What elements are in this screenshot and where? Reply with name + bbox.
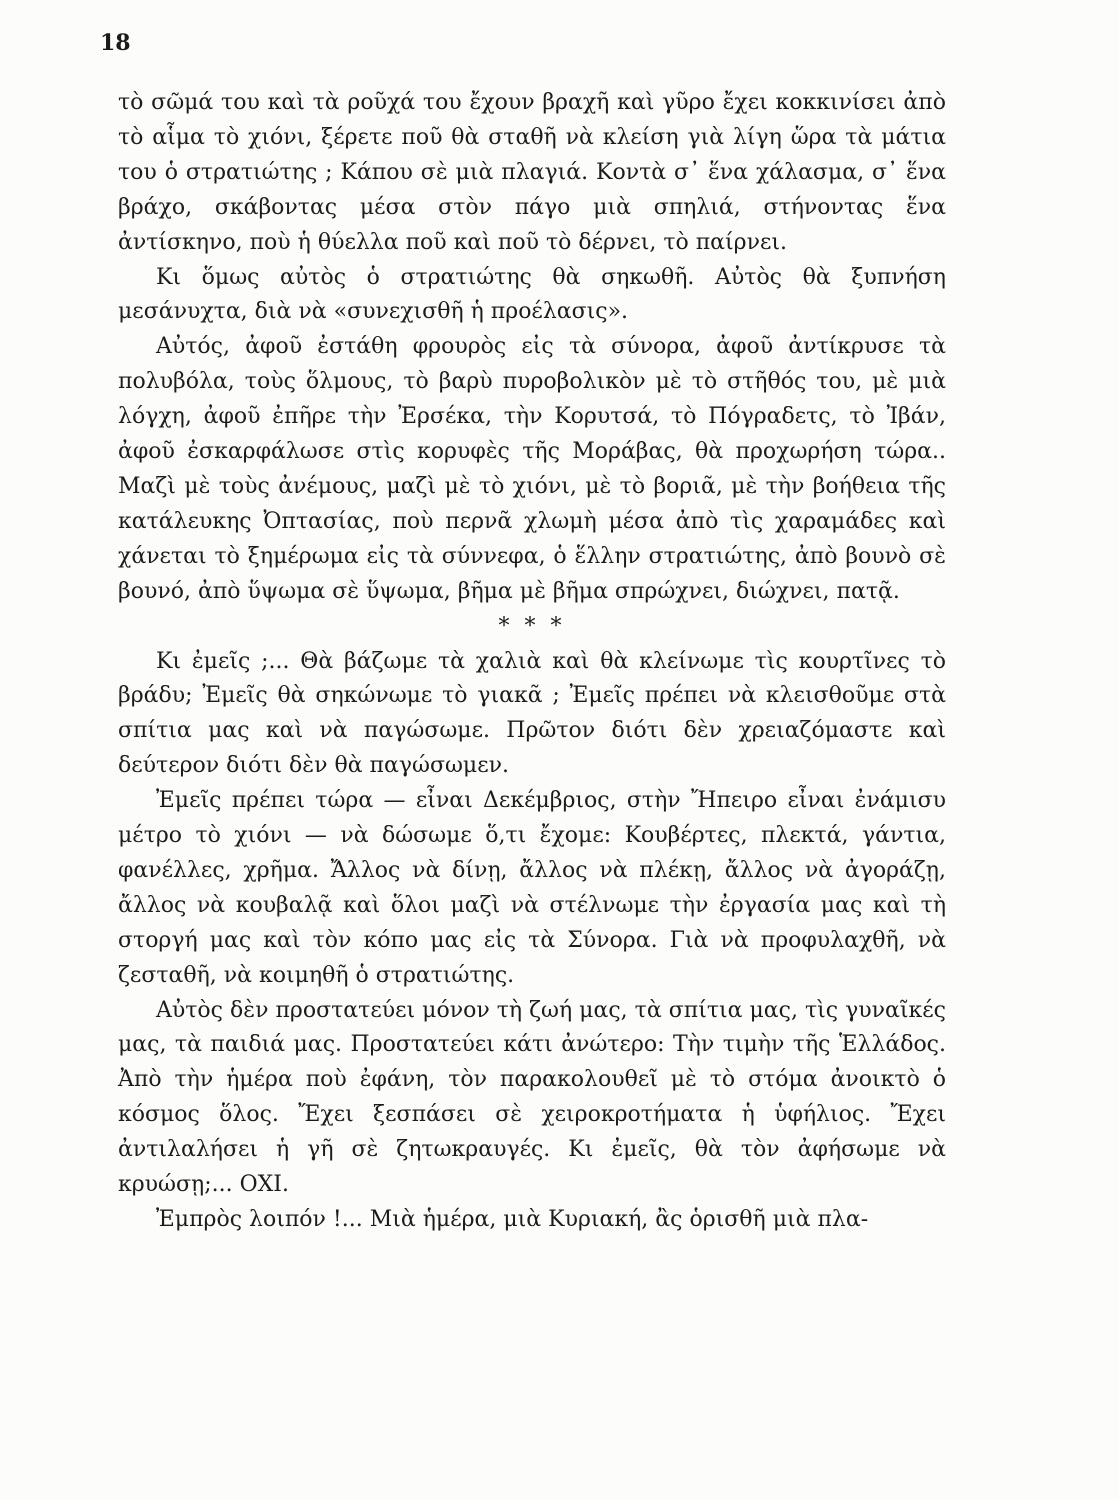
paragraph: Ἐμεῖς πρέπει τώρα — εἶναι Δεκέμβριος, στὴν Ἤπειρο εἶναι ἐνάμισυ μέτρο τὸ χιόνι — νὰ δώσωμε ὅ,τι ἔχομε: Κουβέρτες, πλεκτά, γάντια, φανέλλες, χρῆμα. Ἄλλος νὰ δίνῃ, ἄλλος νὰ πλέκῃ, ἄλλος νὰ ἀγοράζῃ, ἄλλος νὰ κουβαλᾷ καὶ ὅλοι μαζὶ νὰ στέλνωμε τὴν ἐργασία μας καὶ τὴ στοργή μας καὶ τὸν κόπο μας εἰς τὰ Σύνορα. Γιὰ νὰ προφυλαχθῆ, νὰ ζεσταθῆ, νὰ κοιμηθῆ ὁ στρατιώτης. (118, 788, 946, 988)
paragraph: Αὐτός, ἀφοῦ ἐστάθη φρουρὸς εἰς τὰ σύνορα, ἀφοῦ ἀντίκρυσε τὰ πολυβόλα, τοὺς ὅλμους, τὸ βαρὺ πυροβολικὸν μὲ τὸ στῆθός του, μὲ μιὰ λόγχη, ἀφοῦ ἐπῆρε τὴν Ἐρσέκα, τὴν Κορυτσά, τὸ Πόγραδετς, τὸ Ἰβάν, ἀφοῦ ἐσκαρφάλωσε στὶς κορυφὲς τῆς Μοράβας, θὰ προχωρήση τώρα.. Μαζὶ μὲ τοὺς ἀνέμους, μαζὶ μὲ τὸ χιόνι, μὲ τὸ βοριᾶ, μὲ τὴν βοήθεια τῆς κατάλευκης Ὀπτασίας, ποὺ περνᾶ χλωμὴ μέσα ἀπὸ τὶς χαραμάδες καὶ χάνεται τὸ ξημέρωμα εἰς τὰ σύννεφα, ὁ ἕλλην στρατιώτης, ἀπὸ βουνὸ σὲ βουνό, ἀπὸ ὕψωμα σὲ ὕψωμα, βῆμα μὲ βῆμα σπρώχνει, διώχνει, πατᾷ. (118, 334, 946, 604)
paragraph: Ἐμπρὸς λοιπόν !... Μιὰ ἡμέρα, μιὰ Κυριακή, ἂς ὁρισθῆ μιὰ πλα- (156, 1207, 869, 1232)
paragraph: Αὐτὸς δὲν προστατεύει μόνον τὴ ζωή μας, τὰ σπίτια μας, τὶς γυναῖκές μας, τὰ παιδιά μας. Προστατεύει κάτι ἀνώτερο: Τὴν τιμὴν τῆς Ἑλλάδος. Ἀπὸ τὴν ἡμέρα ποὺ ἐφάνη, τὸν παρακολουθεῖ μὲ τὸ στόμα ἀνοικτὸ ὁ κόσμος ὅλος. Ἔχει ξεσπάσει σὲ χειροκροτήματα ἡ ὑφήλιος. Ἔχει ἀντιλαλήσει ἡ γῆ σὲ ζητωκραυγές. Κι ἐμεῖς, θὰ τὸν ἀφήσωμε νὰ κρυώσῃ;... ΟΧΙ. (118, 997, 946, 1198)
paragraph: Κι ὅμως αὐτὸς ὁ στρατιώτης θὰ σηκωθῆ. Αὐτὸς θὰ ξυπνήση μεσάνυχτα, διὰ νὰ «συνεχισθῆ ἡ προέλασις». (118, 264, 946, 325)
text-body (118, 86, 946, 1238)
section-separator: * * * (498, 613, 566, 639)
paragraph: Κι ἐμεῖς ;... Θὰ βάζωμε τὰ χαλιὰ καὶ θὰ κλείνωμε τὶς κουρτῖνες τὸ βράδυ; Ἐμεῖς θὰ σηκώνωμε τὸ γιακᾶ ; Ἐμεῖς πρέπει νὰ κλεισθοῦμε στὰ σπίτια μας καὶ νὰ παγώσωμε. Πρῶτον διότι δὲν χρειαζόμαστε καὶ δεύτερον διότι δὲν θὰ παγώσωμεν. (118, 648, 946, 779)
page-number: 18 (100, 30, 131, 56)
paragraph: τὸ σῶμά του καὶ τὰ ροῦχά του ἔχουν βραχῆ καὶ γῦρο ἔχει κοκκινίσει ἀπὸ τὸ αἷμα τὸ χιόνι, ξέρετε ποῦ θὰ σταθῆ νὰ κλείση γιὰ λίγη ὥρα τὰ μάτια του ὁ στρατιώτης ; Κάπου σὲ μιὰ πλαγιά. Κοντὰ σ᾽ ἕνα χάλασμα, σ᾽ ἕνα βράχο, σκάβοντας μέσα στὸν πάγο μιὰ σπηλιά, στήνοντας ἕνα ἀντίσκηνο, ποὺ ἡ θύελλα ποῦ καὶ ποῦ τὸ δέρνει, τὸ παίρνει. (118, 90, 946, 255)
